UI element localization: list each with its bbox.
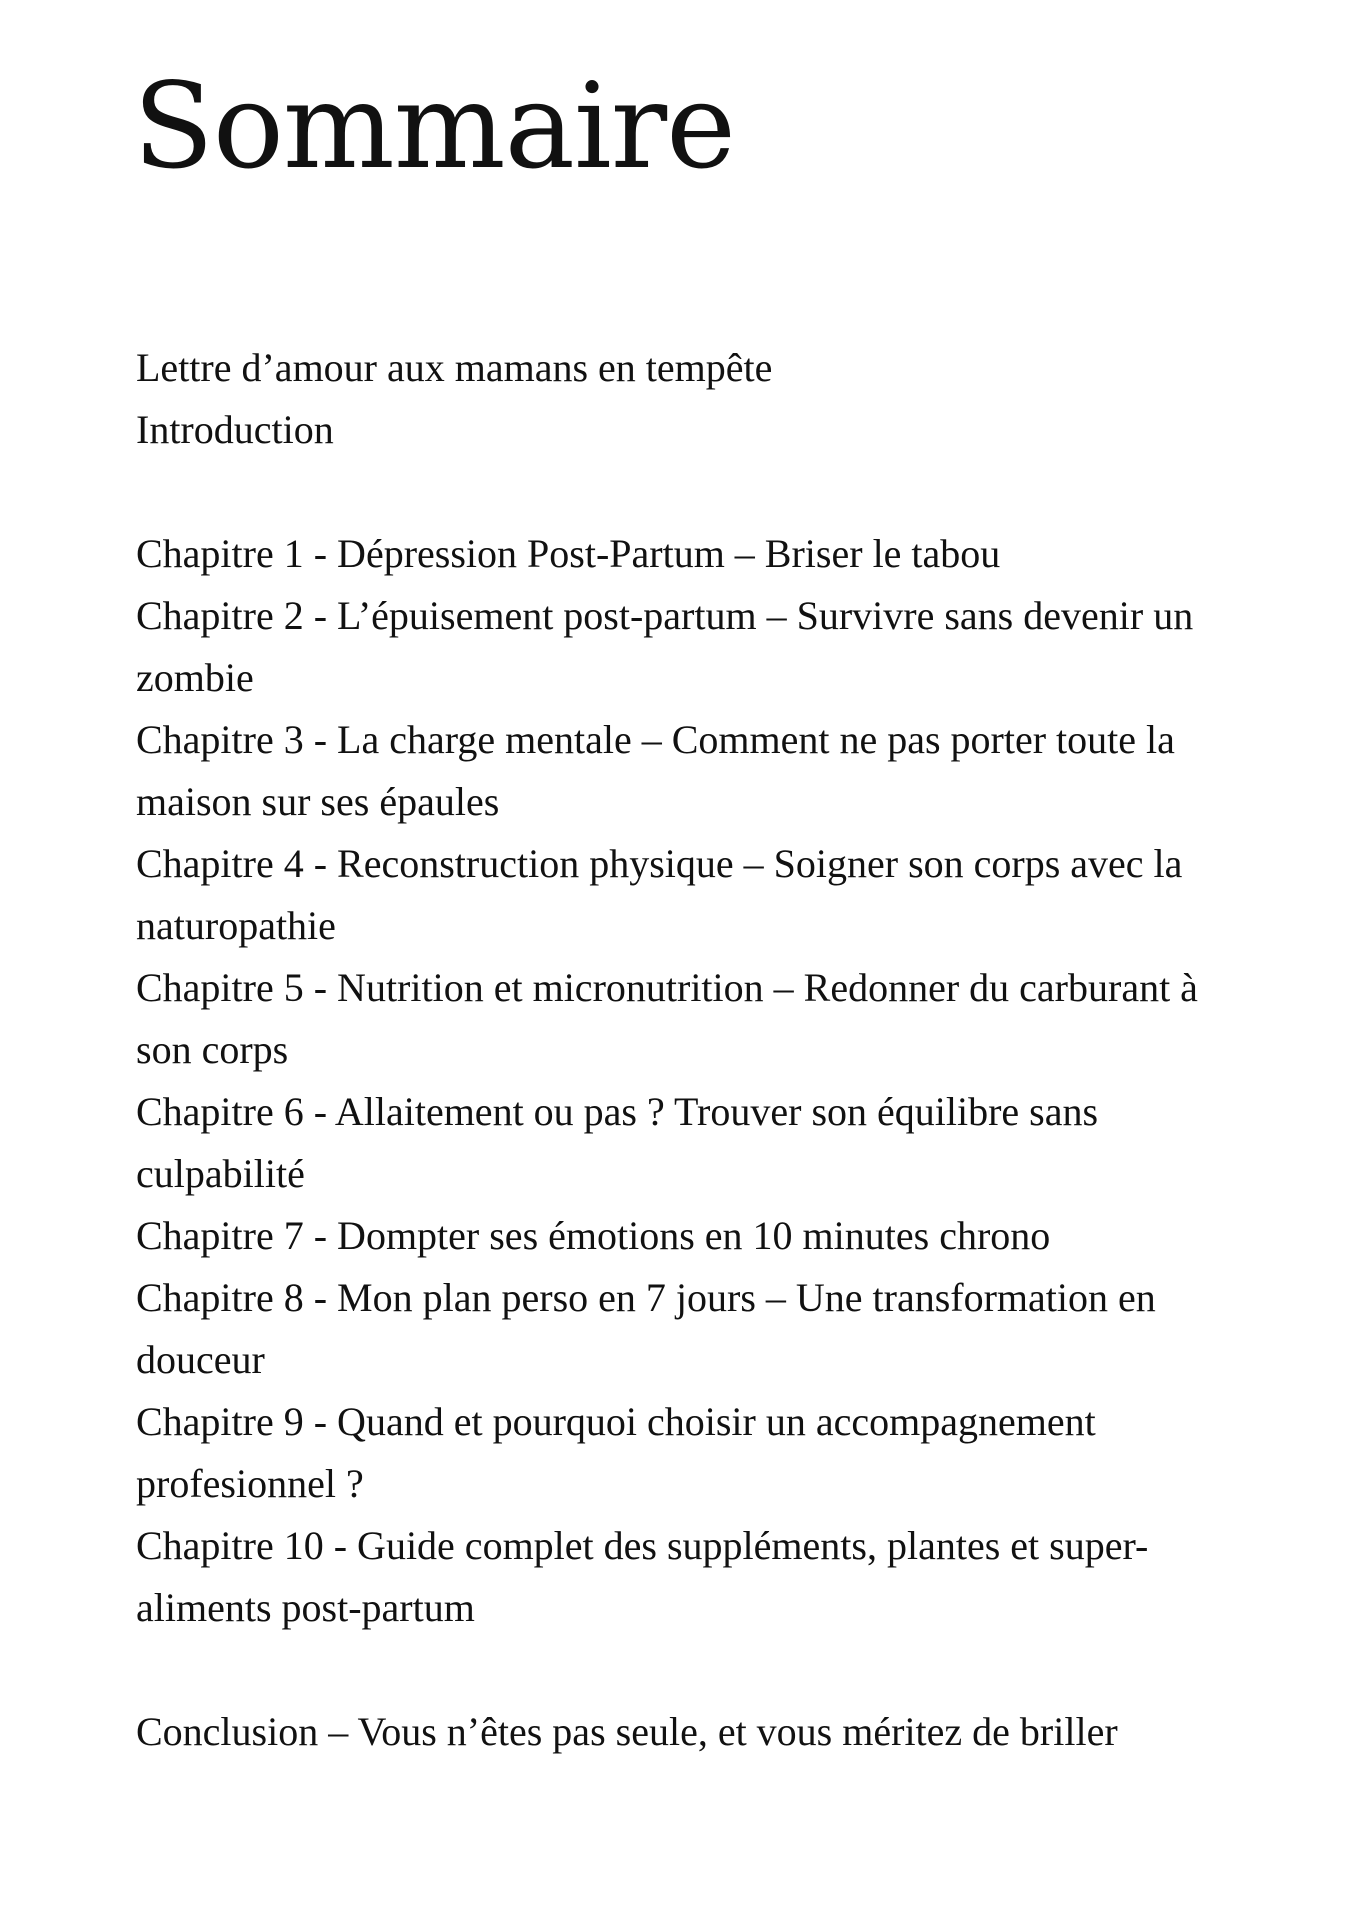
toc-entry-introduction: Introduction — [136, 407, 334, 452]
page-title: Sommaire — [133, 57, 735, 195]
toc-entry-chapter-6: Chapitre 6 - Allaitement ou pas ? Trouver son équilibre sans culpabilité — [136, 1089, 1099, 1196]
toc-entry-chapter-3: Chapitre 3 - La charge mentale – Comment ne pas porter toute la maison sur ses épaules — [136, 717, 1175, 824]
toc-entry-chapter-7: Chapitre 7 - Dompter ses émotions en 10 minutes chrono — [136, 1213, 1051, 1258]
section-spacer — [136, 461, 1226, 523]
table-of-contents — [136, 337, 1226, 1763]
toc-entry-chapter-10: Chapitre 10 - Guide complet des suppléments, plantes et super-aliments post-partum — [136, 1523, 1149, 1630]
toc-entry-chapter-9: Chapitre 9 - Quand et pourquoi choisir un accompagnement profesionnel ? — [136, 1399, 1096, 1506]
toc-entry-chapter-4: Chapitre 4 - Reconstruction physique – Soigner son corps avec la naturopathie — [136, 841, 1183, 948]
toc-entry-letter: Lettre d’amour aux mamans en tempête — [136, 345, 773, 390]
section-spacer — [136, 1639, 1226, 1701]
toc-entry-chapter-2: Chapitre 2 - L’épuisement post-partum – Survivre sans devenir un zombie — [136, 593, 1194, 700]
toc-entry-chapter-5: Chapitre 5 - Nutrition et micronutrition – Redonner du carburant à son corps — [136, 965, 1198, 1072]
toc-entry-chapter-1: Chapitre 1 - Dépression Post-Partum – Briser le tabou — [136, 531, 1001, 576]
toc-entry-chapter-8: Chapitre 8 - Mon plan perso en 7 jours – Une transformation en douceur — [136, 1275, 1156, 1382]
toc-entry-conclusion: Conclusion – Vous n’êtes pas seule, et vous méritez de briller — [136, 1709, 1118, 1754]
